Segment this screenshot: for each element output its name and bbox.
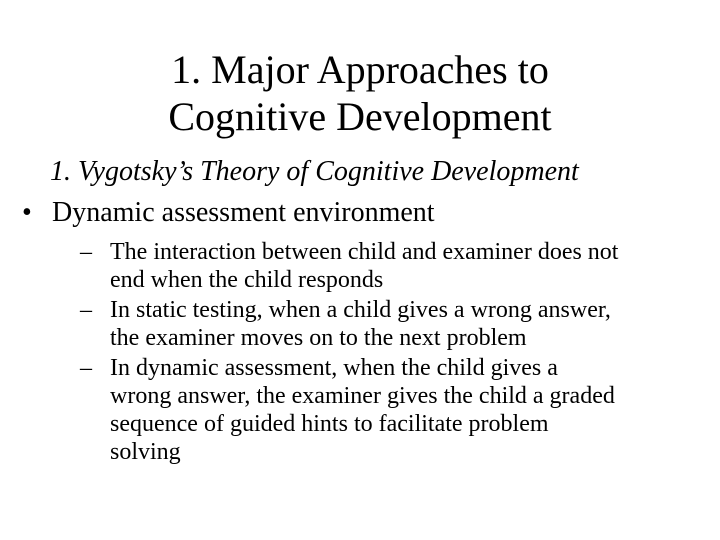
sub-bullet-line: the examiner moves on to the next problem <box>110 325 527 351</box>
sub-bullet-line: solving <box>110 439 181 465</box>
sub-bullet-line: In static testing, when a child gives a wrong answer, <box>110 297 611 323</box>
bullet-marker: • <box>22 197 32 228</box>
slide-title-line: 1. Major Approaches to <box>171 47 549 92</box>
sub-bullet-item <box>80 238 710 294</box>
sub-bullet-line: end when the child responds <box>110 267 384 293</box>
bullet-item <box>22 197 435 229</box>
slide-title <box>0 46 720 140</box>
sub-bullet-line: wrong answer, the examiner gives the child a graded <box>110 383 615 409</box>
sub-bullet-line: The interaction between child and examiner does not <box>110 239 619 265</box>
dash-marker: – <box>80 297 92 323</box>
dash-marker: – <box>80 239 92 265</box>
bullet-text: Dynamic assessment environment <box>52 197 435 228</box>
slide-subtitle: 1. Vygotsky’s Theory of Cognitive Development <box>50 156 579 187</box>
dash-marker: – <box>80 355 92 381</box>
slide-title-line: Cognitive Development <box>168 94 552 139</box>
sub-bullet-item <box>80 354 710 466</box>
sub-bullet-list <box>80 238 710 468</box>
sub-bullet-line: sequence of guided hints to facilitate problem <box>110 411 549 437</box>
sub-bullet-item <box>80 296 710 352</box>
sub-bullet-line: In dynamic assessment, when the child gives a <box>110 355 558 381</box>
